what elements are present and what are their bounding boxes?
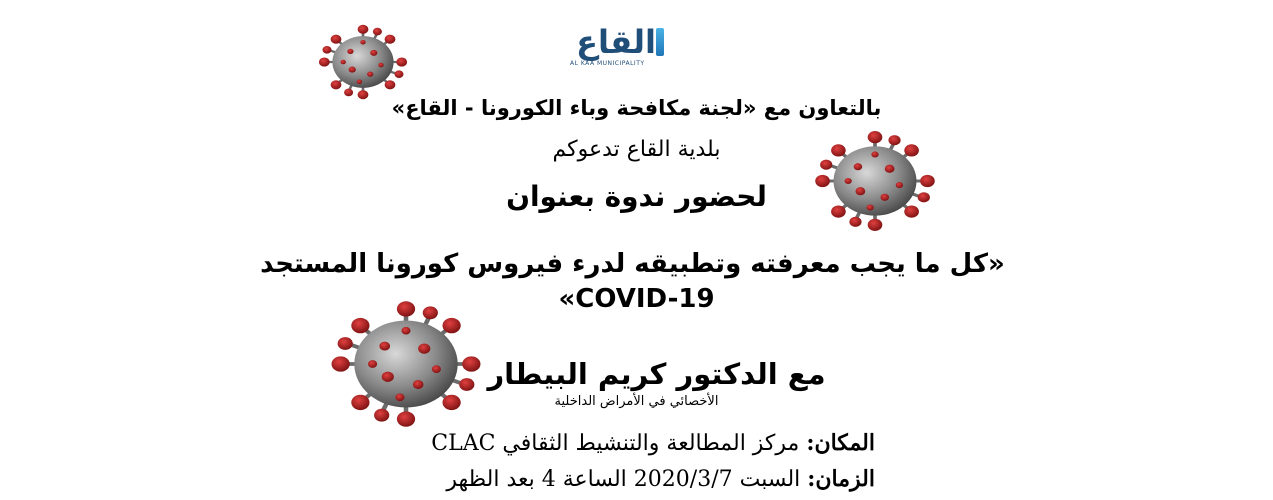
coronavirus-icon [318,24,408,100]
speaker-line: مع الدكتور كريم البيطار [487,357,826,391]
host-line: بلدية القاع تدعوكم [552,137,721,162]
place-label: المكان: [806,430,875,456]
time-value: السبت 2020/3/7 الساعة 4 بعد الظهر [446,467,808,492]
cooperation-line: بالتعاون مع «لجنة مكافحة وباء الكورونا - القاع» [391,96,882,120]
speaker-title: الأخصائي في الأمراض الداخلية [554,394,719,409]
attend-line: لحضور ندوة بعنوان [506,180,767,213]
place-detail [431,430,875,456]
time-detail [446,466,875,492]
logo-mark-icon [656,28,664,56]
place-value: مركز المطالعة والتنشيط الثقافي CLAC [431,431,807,456]
topic-line-2: «COVID-19 [558,284,715,314]
time-label: الزمان: [807,466,875,492]
logo-english-name: AL KAA MUNICIPALITY [570,60,645,67]
topic-line-1: «كل ما يجب معرفته وتطبيقه لدرء فيروس كورونا المستجد [260,249,1005,279]
municipality-logo [556,22,668,66]
logo-arabic-name: القاع [576,23,656,61]
